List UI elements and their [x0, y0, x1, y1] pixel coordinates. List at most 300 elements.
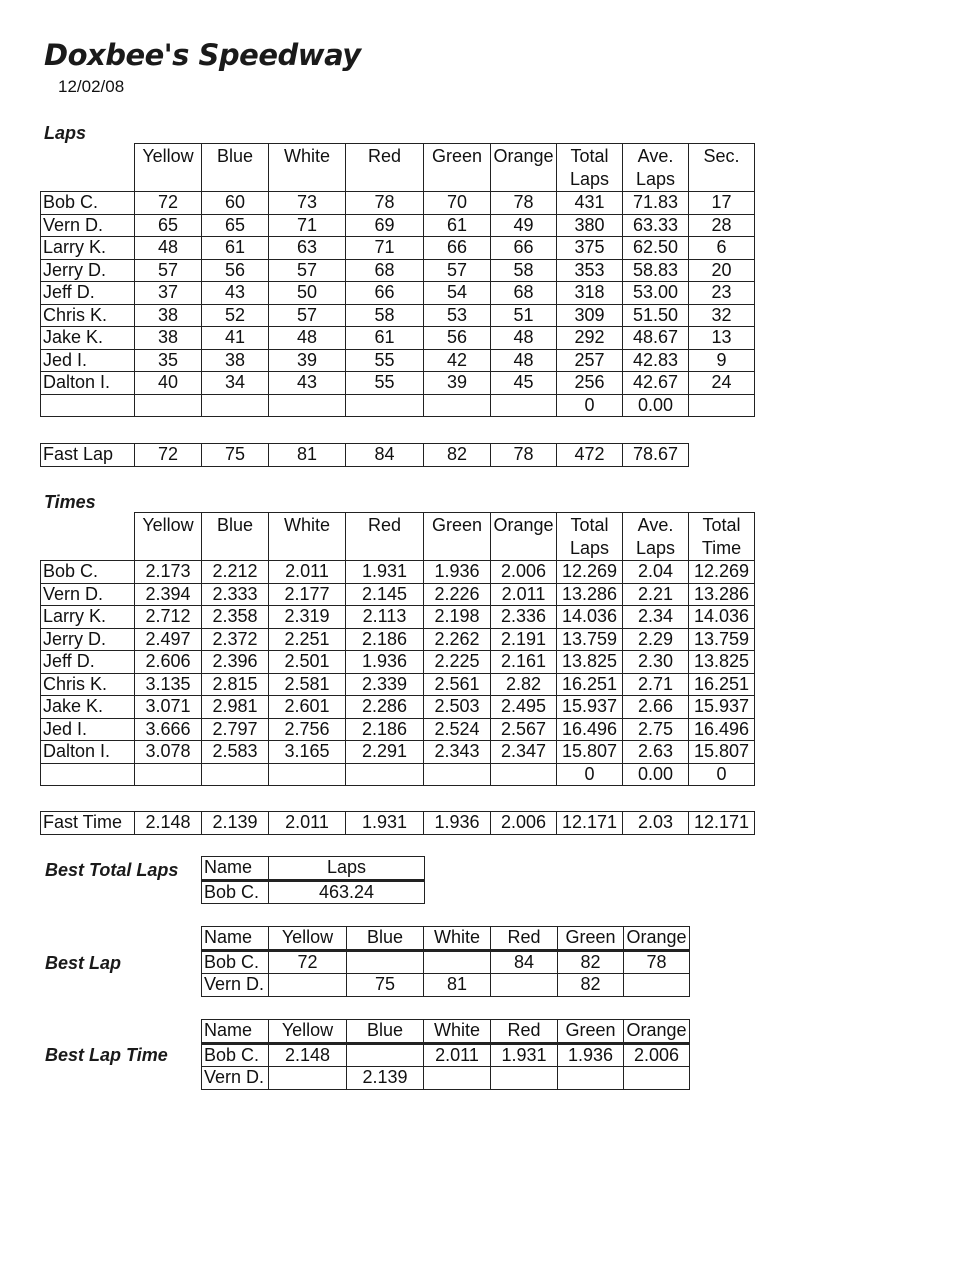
table-row: [41, 214, 755, 237]
table-cell: 16.251: [557, 673, 623, 696]
header-row: [202, 1020, 690, 1044]
table-cell: 2.113: [346, 606, 424, 629]
table-cell: 2.139: [202, 812, 269, 835]
column-header: Ave. Laps: [623, 144, 689, 192]
table-cell: 38: [202, 349, 269, 372]
column-header: Total Time: [689, 513, 755, 561]
table-cell: [491, 394, 557, 417]
table-cell: 63: [269, 237, 346, 260]
column-header: Green: [558, 1020, 624, 1044]
column-header: Name: [202, 1020, 269, 1044]
table-row: [202, 1043, 690, 1067]
table-cell: 0: [689, 763, 755, 786]
table-cell: [347, 950, 424, 974]
table-cell: 463.24: [269, 880, 425, 904]
column-header: White: [269, 513, 346, 561]
table-cell: 12.171: [557, 812, 623, 835]
table-cell: 12.269: [689, 561, 755, 584]
table-cell: [202, 763, 269, 786]
driver-name: Jed I.: [41, 349, 135, 372]
table-cell: 3.666: [135, 718, 202, 741]
table-cell: 84: [491, 950, 558, 974]
table-cell: 2.396: [202, 651, 269, 674]
driver-name: Bob C.: [202, 1043, 269, 1067]
table-cell: [135, 763, 202, 786]
table-cell: 57: [424, 259, 491, 282]
table-cell: 15.937: [689, 696, 755, 719]
table-cell: 2.394: [135, 583, 202, 606]
table-cell: 42: [424, 349, 491, 372]
table-cell: 2.503: [424, 696, 491, 719]
table-cell: 57: [269, 304, 346, 327]
driver-name: Dalton I.: [41, 741, 135, 764]
table-cell: 2.262: [424, 628, 491, 651]
column-header: White: [269, 144, 346, 192]
table-cell: 0.00: [623, 763, 689, 786]
table-cell: 69: [346, 214, 424, 237]
times-section-label: Times: [44, 492, 96, 512]
table-cell: [424, 394, 491, 417]
table-cell: [346, 394, 424, 417]
table-cell: 71: [346, 237, 424, 260]
table-row: [41, 718, 755, 741]
table-cell: 48.67: [623, 327, 689, 350]
table-cell: 51: [491, 304, 557, 327]
table-cell: 2.145: [346, 583, 424, 606]
table-cell: [346, 763, 424, 786]
best-lap-time-table: [201, 1019, 690, 1090]
table-cell: 6: [689, 237, 755, 260]
table-cell: [491, 763, 557, 786]
table-cell: 17: [689, 192, 755, 215]
table-cell: 309: [557, 304, 623, 327]
table-row: [41, 304, 755, 327]
table-cell: 63.33: [623, 214, 689, 237]
table-cell: 75: [347, 974, 424, 997]
table-cell: 16.251: [689, 673, 755, 696]
header-row: [202, 857, 425, 881]
header-row: [41, 144, 755, 192]
table-cell: 50: [269, 282, 346, 305]
table-cell: [269, 394, 346, 417]
table-cell: 71: [269, 214, 346, 237]
table-cell: [491, 1067, 558, 1090]
table-cell: 55: [346, 349, 424, 372]
table-cell: 2.981: [202, 696, 269, 719]
table-cell: 2.011: [269, 561, 346, 584]
table-cell: 9: [689, 349, 755, 372]
column-header: Blue: [202, 513, 269, 561]
table-cell: 14.036: [689, 606, 755, 629]
table-cell: 78: [624, 950, 690, 974]
column-header: Orange: [624, 927, 690, 951]
table-cell: 52: [202, 304, 269, 327]
table-cell: 78: [491, 444, 557, 467]
table-cell: 2.339: [346, 673, 424, 696]
laps-section-label: Laps: [44, 123, 87, 143]
driver-name: Chris K.: [41, 304, 135, 327]
table-cell: 45: [491, 372, 557, 395]
table-cell: 60: [202, 192, 269, 215]
table-cell: 65: [202, 214, 269, 237]
table-cell: 66: [346, 282, 424, 305]
table-cell: 73: [269, 192, 346, 215]
table-cell: 62.50: [623, 237, 689, 260]
table-cell: 1.936: [424, 561, 491, 584]
table-cell: 78.67: [623, 444, 689, 467]
table-cell: 48: [491, 327, 557, 350]
best-lap-table: [201, 926, 690, 997]
table-cell: 2.797: [202, 718, 269, 741]
table-cell: 61: [202, 237, 269, 260]
table-cell: 2.186: [346, 718, 424, 741]
table-row: [41, 282, 755, 305]
table-cell: 3.078: [135, 741, 202, 764]
table-cell: 2.177: [269, 583, 346, 606]
corner-cell: [41, 513, 135, 561]
table-cell: [269, 763, 346, 786]
table-cell: 2.358: [202, 606, 269, 629]
table-cell: 2.343: [424, 741, 491, 764]
table-cell: 66: [491, 237, 557, 260]
table-cell: 2.712: [135, 606, 202, 629]
column-header: Sec.: [689, 144, 755, 192]
table-cell: [424, 763, 491, 786]
column-header: Yellow: [269, 1020, 347, 1044]
table-cell: 81: [424, 974, 491, 997]
table-cell: 13.286: [557, 583, 623, 606]
table-cell: 57: [269, 259, 346, 282]
table-cell: 16.496: [557, 718, 623, 741]
table-cell: 78: [346, 192, 424, 215]
driver-name: Bob C.: [202, 880, 269, 904]
table-cell: 2.567: [491, 718, 557, 741]
table-cell: 15.807: [689, 741, 755, 764]
column-header: Green: [424, 513, 491, 561]
table-cell: 1.931: [346, 812, 424, 835]
page-title: Doxbee's Speedway: [44, 38, 361, 72]
table-cell: 38: [135, 304, 202, 327]
table-cell: 40: [135, 372, 202, 395]
header-row: [41, 513, 755, 561]
driver-name: Bob C.: [41, 192, 135, 215]
table-cell: 2.815: [202, 673, 269, 696]
table-cell: 2.198: [424, 606, 491, 629]
table-cell: 2.30: [623, 651, 689, 674]
laps-table: [40, 143, 755, 417]
column-header: Total Laps: [557, 144, 623, 192]
table-cell: 2.04: [623, 561, 689, 584]
table-cell: [558, 1067, 624, 1090]
table-cell: 58: [346, 304, 424, 327]
table-cell: 12.171: [689, 812, 755, 835]
table-cell: 1.936: [558, 1043, 624, 1067]
table-cell: 2.347: [491, 741, 557, 764]
table-cell: 3.165: [269, 741, 346, 764]
table-row: [41, 372, 755, 395]
driver-name: Jerry D.: [41, 628, 135, 651]
table-cell: [491, 974, 558, 997]
table-cell: 38: [135, 327, 202, 350]
driver-name: Vern D.: [41, 214, 135, 237]
table-cell: 35: [135, 349, 202, 372]
column-header: Red: [346, 513, 424, 561]
table-cell: 2.148: [269, 1043, 347, 1067]
table-cell: 68: [346, 259, 424, 282]
table-cell: 2.75: [623, 718, 689, 741]
table-row: [202, 1067, 690, 1090]
table-cell: 13.286: [689, 583, 755, 606]
table-cell: 2.561: [424, 673, 491, 696]
fast-row-label: Fast Time: [41, 812, 135, 835]
column-header: Orange: [491, 513, 557, 561]
table-cell: 2.497: [135, 628, 202, 651]
table-row: [41, 394, 755, 417]
table-cell: 71.83: [623, 192, 689, 215]
table-row: [41, 651, 755, 674]
best-total-laps-label: Best Total Laps: [45, 860, 179, 880]
table-cell: 1.931: [491, 1043, 558, 1067]
best-total-laps-table: [201, 856, 425, 904]
table-cell: 2.29: [623, 628, 689, 651]
driver-name: Jed I.: [41, 718, 135, 741]
table-cell: 70: [424, 192, 491, 215]
table-row: [41, 606, 755, 629]
table-cell: 2.225: [424, 651, 491, 674]
table-cell: 53.00: [623, 282, 689, 305]
table-cell: 2.291: [346, 741, 424, 764]
table-cell: [269, 974, 347, 997]
driver-name: Chris K.: [41, 673, 135, 696]
table-cell: 41: [202, 327, 269, 350]
table-cell: [689, 394, 755, 417]
driver-name: Bob C.: [41, 561, 135, 584]
table-cell: 2.006: [491, 812, 557, 835]
fast-time-table: [40, 811, 755, 835]
table-cell: 2.495: [491, 696, 557, 719]
table-cell: 2.148: [135, 812, 202, 835]
table-cell: 58: [491, 259, 557, 282]
table-cell: 2.606: [135, 651, 202, 674]
table-row: [41, 741, 755, 764]
table-cell: 13.825: [689, 651, 755, 674]
table-cell: [624, 1067, 690, 1090]
table-cell: 2.011: [424, 1043, 491, 1067]
table-cell: 0: [557, 394, 623, 417]
table-row: [41, 561, 755, 584]
table-row: [41, 259, 755, 282]
column-header: Blue: [202, 144, 269, 192]
column-header: Orange: [491, 144, 557, 192]
fast-row-label: Fast Lap: [41, 444, 135, 467]
table-cell: 65: [135, 214, 202, 237]
table-cell: 23: [689, 282, 755, 305]
driver-name: Jake K.: [41, 696, 135, 719]
column-header: Green: [558, 927, 624, 951]
column-header: Yellow: [135, 144, 202, 192]
table-cell: 48: [269, 327, 346, 350]
table-cell: 24: [689, 372, 755, 395]
column-header: Yellow: [269, 927, 347, 951]
table-cell: 2.756: [269, 718, 346, 741]
table-cell: 3.135: [135, 673, 202, 696]
table-cell: [424, 950, 491, 974]
table-cell: 2.336: [491, 606, 557, 629]
table-cell: 2.333: [202, 583, 269, 606]
table-cell: 2.372: [202, 628, 269, 651]
table-cell: 2.006: [624, 1043, 690, 1067]
column-header: Name: [202, 927, 269, 951]
table-cell: 32: [689, 304, 755, 327]
table-cell: 42.67: [623, 372, 689, 395]
table-row: [41, 327, 755, 350]
table-cell: 37: [135, 282, 202, 305]
table-cell: [624, 974, 690, 997]
table-cell: [347, 1043, 424, 1067]
header-row: [202, 927, 690, 951]
table-cell: 43: [202, 282, 269, 305]
table-cell: 257: [557, 349, 623, 372]
table-cell: 353: [557, 259, 623, 282]
table-cell: 84: [346, 444, 424, 467]
table-cell: 68: [491, 282, 557, 305]
table-cell: 2.63: [623, 741, 689, 764]
table-cell: 61: [346, 327, 424, 350]
table-cell: 13: [689, 327, 755, 350]
driver-name: Dalton I.: [41, 372, 135, 395]
table-cell: 2.21: [623, 583, 689, 606]
table-cell: 54: [424, 282, 491, 305]
column-header: Blue: [347, 927, 424, 951]
column-header: Ave. Laps: [623, 513, 689, 561]
table-cell: 39: [424, 372, 491, 395]
driver-name: Bob C.: [202, 950, 269, 974]
table-row: [41, 583, 755, 606]
table-cell: 43: [269, 372, 346, 395]
driver-name: Vern D.: [41, 583, 135, 606]
table-cell: 58.83: [623, 259, 689, 282]
driver-name: Jeff D.: [41, 651, 135, 674]
driver-name: Jerry D.: [41, 259, 135, 282]
table-cell: 78: [491, 192, 557, 215]
best-lap-time-label: Best Lap Time: [45, 1045, 168, 1065]
fast-row: [41, 812, 755, 835]
table-cell: 72: [135, 444, 202, 467]
driver-name: Larry K.: [41, 606, 135, 629]
table-row: [202, 880, 425, 904]
column-header: Total Laps: [557, 513, 623, 561]
fast-lap-table: [40, 443, 689, 467]
table-row: [41, 696, 755, 719]
table-cell: 2.251: [269, 628, 346, 651]
table-cell: 380: [557, 214, 623, 237]
table-cell: 81: [269, 444, 346, 467]
column-header: Orange: [624, 1020, 690, 1044]
table-cell: 49: [491, 214, 557, 237]
driver-name: [41, 394, 135, 417]
table-row: [41, 763, 755, 786]
driver-name: Jake K.: [41, 327, 135, 350]
column-header: Laps: [269, 857, 425, 881]
table-cell: 75: [202, 444, 269, 467]
driver-name: Vern D.: [202, 1067, 269, 1090]
best-lap-label: Best Lap: [45, 953, 122, 973]
table-cell: 34: [202, 372, 269, 395]
table-cell: [202, 394, 269, 417]
table-cell: 472: [557, 444, 623, 467]
table-cell: 82: [424, 444, 491, 467]
column-header: White: [424, 927, 491, 951]
table-cell: 2.011: [491, 583, 557, 606]
table-cell: 14.036: [557, 606, 623, 629]
table-cell: 2.161: [491, 651, 557, 674]
table-cell: 82: [558, 950, 624, 974]
table-cell: 1.936: [346, 651, 424, 674]
table-cell: 48: [491, 349, 557, 372]
column-header: Green: [424, 144, 491, 192]
table-row: [202, 974, 690, 997]
table-cell: 3.071: [135, 696, 202, 719]
table-cell: 2.139: [347, 1067, 424, 1090]
corner-cell: [41, 144, 135, 192]
table-cell: 16.496: [689, 718, 755, 741]
fast-row: [41, 444, 689, 467]
table-cell: 28: [689, 214, 755, 237]
table-cell: 1.931: [346, 561, 424, 584]
table-cell: 256: [557, 372, 623, 395]
table-row: [202, 950, 690, 974]
table-cell: 318: [557, 282, 623, 305]
table-cell: 2.006: [491, 561, 557, 584]
table-cell: 2.286: [346, 696, 424, 719]
table-cell: 2.03: [623, 812, 689, 835]
table-cell: 72: [269, 950, 347, 974]
table-cell: 2.34: [623, 606, 689, 629]
column-header: Red: [346, 144, 424, 192]
table-cell: 55: [346, 372, 424, 395]
table-cell: 56: [424, 327, 491, 350]
table-cell: 2.173: [135, 561, 202, 584]
table-cell: 15.937: [557, 696, 623, 719]
table-cell: 2.212: [202, 561, 269, 584]
column-header: Yellow: [135, 513, 202, 561]
table-cell: 2.191: [491, 628, 557, 651]
table-cell: 48: [135, 237, 202, 260]
table-cell: 57: [135, 259, 202, 282]
table-cell: 61: [424, 214, 491, 237]
table-cell: 53: [424, 304, 491, 327]
column-header: Red: [491, 1020, 558, 1044]
table-cell: 13.759: [689, 628, 755, 651]
driver-name: Jeff D.: [41, 282, 135, 305]
driver-name: Larry K.: [41, 237, 135, 260]
table-cell: 82: [558, 974, 624, 997]
column-header: Red: [491, 927, 558, 951]
table-cell: 2.319: [269, 606, 346, 629]
table-row: [41, 628, 755, 651]
table-cell: 2.501: [269, 651, 346, 674]
table-cell: 42.83: [623, 349, 689, 372]
table-row: [41, 237, 755, 260]
table-cell: 72: [135, 192, 202, 215]
table-cell: 2.581: [269, 673, 346, 696]
table-cell: 2.524: [424, 718, 491, 741]
table-cell: 2.71: [623, 673, 689, 696]
table-cell: 431: [557, 192, 623, 215]
table-cell: 375: [557, 237, 623, 260]
table-cell: 0.00: [623, 394, 689, 417]
table-cell: 66: [424, 237, 491, 260]
